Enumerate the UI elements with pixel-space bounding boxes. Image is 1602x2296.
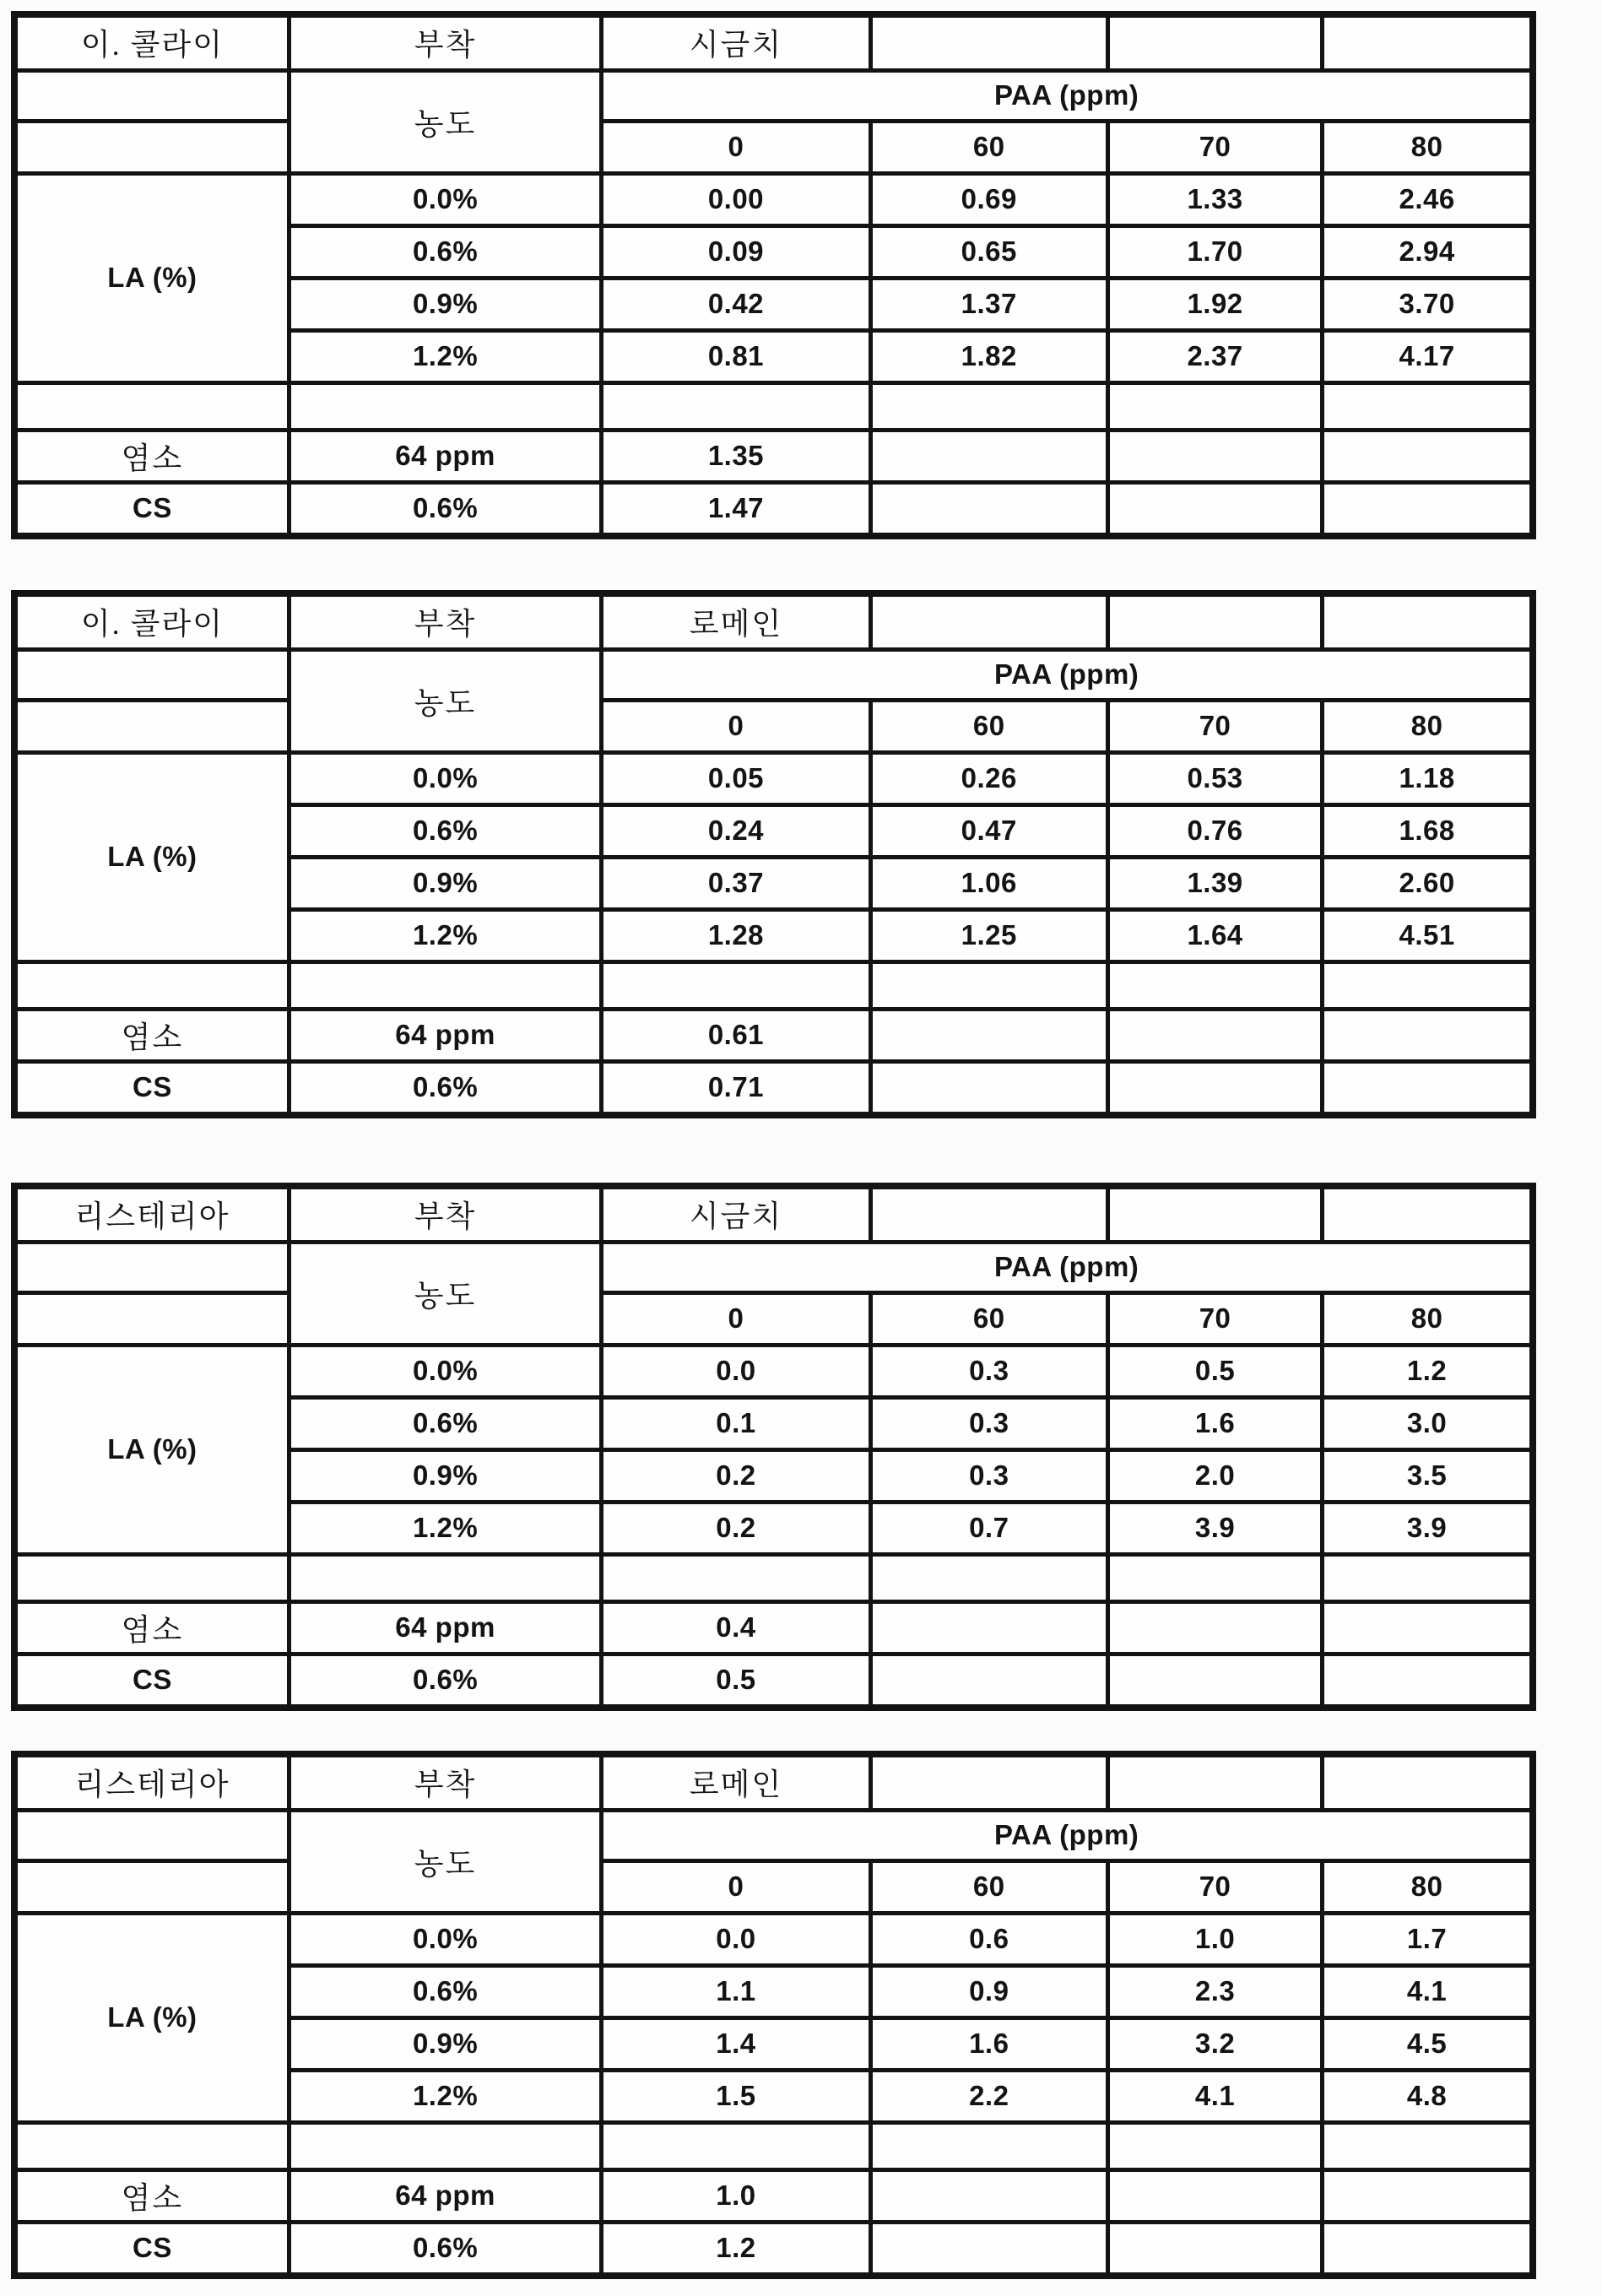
paa-level-cell: 0 <box>602 121 870 173</box>
table-header-row <box>14 1754 1533 1810</box>
value-cell: 0.53 <box>1107 752 1322 804</box>
value-cell: 0.26 <box>870 752 1107 804</box>
la-level-cell: 0.6% <box>289 804 601 857</box>
data-row <box>14 1345 1533 1397</box>
cs-row <box>14 2222 1533 2276</box>
value-cell: 1.39 <box>1107 857 1322 909</box>
spacer-row <box>14 2122 1533 2169</box>
value-cell: 1.18 <box>1323 752 1533 804</box>
cs-label-cell: CS <box>14 1061 289 1115</box>
spacer-cell <box>14 1554 289 1601</box>
value-cell: 0.3 <box>870 1397 1107 1449</box>
chlorine-label-cell: 염소 <box>14 1601 289 1654</box>
vegetable-cell: 로메인 <box>602 593 870 649</box>
paa-levels-row <box>14 700 1533 752</box>
chlorine-value-cell: 0.61 <box>602 1009 870 1061</box>
value-cell: 1.92 <box>1107 278 1322 330</box>
attach-label-cell: 부착 <box>289 593 601 649</box>
blank-cell <box>1107 1654 1322 1708</box>
paa-levels-row <box>14 1292 1533 1345</box>
spacer-cell <box>602 1554 870 1601</box>
spacer-cell <box>1323 1554 1533 1601</box>
paa-header-cell: PAA (ppm) <box>602 649 1533 700</box>
attach-label-cell: 부착 <box>289 14 601 70</box>
value-cell: 0.76 <box>1107 804 1322 857</box>
spacer-cell <box>1323 2122 1533 2169</box>
la-level-cell: 0.9% <box>289 857 601 909</box>
blank-cell <box>870 2169 1107 2222</box>
paa-level-cell: 70 <box>1107 700 1322 752</box>
table-header-row <box>14 593 1533 649</box>
paa-level-cell: 60 <box>870 700 1107 752</box>
left-blank-cell <box>14 1242 289 1292</box>
paa-level-cell: 80 <box>1323 1860 1533 1913</box>
blank-cell <box>1107 2222 1322 2276</box>
ecoli-romaine-table <box>11 590 1536 1118</box>
chlorine-conc-cell: 64 ppm <box>289 1601 601 1654</box>
blank-cell <box>870 1601 1107 1654</box>
blank-cell <box>1107 482 1322 536</box>
value-cell: 2.3 <box>1107 1965 1322 2017</box>
cs-value-cell: 0.5 <box>602 1654 870 1708</box>
spacer-row <box>14 1554 1533 1601</box>
value-cell: 3.5 <box>1323 1449 1533 1502</box>
data-row <box>14 1913 1533 1965</box>
paa-header-row <box>14 1810 1533 1860</box>
la-level-cell: 1.2% <box>289 909 601 961</box>
value-cell: 1.7 <box>1323 1913 1533 1965</box>
blank-cell <box>1323 1009 1533 1061</box>
chlorine-row <box>14 1601 1533 1654</box>
blank-cell <box>1107 1061 1322 1115</box>
paa-header-row <box>14 649 1533 700</box>
value-cell: 1.25 <box>870 909 1107 961</box>
value-cell: 4.17 <box>1323 330 1533 382</box>
value-cell: 0.42 <box>602 278 870 330</box>
table-header-row <box>14 1186 1533 1242</box>
data-row <box>14 173 1533 225</box>
paa-header-cell: PAA (ppm) <box>602 70 1533 121</box>
blank-cell <box>870 1061 1107 1115</box>
la-level-cell: 1.2% <box>289 330 601 382</box>
blank-cell <box>870 1009 1107 1061</box>
spacer-cell <box>1323 961 1533 1009</box>
spacer-cell <box>1107 1554 1322 1601</box>
left-blank-cell <box>14 1860 289 1913</box>
value-cell: 2.46 <box>1323 173 1533 225</box>
ecoli-spinach-table <box>11 11 1536 539</box>
value-cell: 2.0 <box>1107 1449 1322 1502</box>
table-header-row <box>14 14 1533 70</box>
left-blank-cell <box>14 121 289 173</box>
spacer-cell <box>1107 961 1322 1009</box>
la-level-cell: 1.2% <box>289 1502 601 1554</box>
cs-value-cell: 0.71 <box>602 1061 870 1115</box>
value-cell: 0.24 <box>602 804 870 857</box>
la-level-cell: 0.9% <box>289 2017 601 2070</box>
value-cell: 1.0 <box>1107 1913 1322 1965</box>
value-cell: 2.94 <box>1323 225 1533 278</box>
value-cell: 0.37 <box>602 857 870 909</box>
header-blank-cell <box>1323 1754 1533 1810</box>
la-label-cell: LA (%) <box>14 173 289 382</box>
value-cell: 0.69 <box>870 173 1107 225</box>
paa-level-cell: 80 <box>1323 121 1533 173</box>
paa-header-row <box>14 1242 1533 1292</box>
attach-label-cell: 부착 <box>289 1186 601 1242</box>
value-cell: 0.6 <box>870 1913 1107 1965</box>
spacer-cell <box>1107 2122 1322 2169</box>
spacer-cell <box>870 1554 1107 1601</box>
paa-level-cell: 0 <box>602 700 870 752</box>
chlorine-value-cell: 1.35 <box>602 430 870 482</box>
value-cell: 0.81 <box>602 330 870 382</box>
paa-header-cell: PAA (ppm) <box>602 1242 1533 1292</box>
left-blank-cell <box>14 649 289 700</box>
paa-level-cell: 70 <box>1107 1860 1322 1913</box>
chlorine-label-cell: 염소 <box>14 1009 289 1061</box>
header-blank-cell <box>1323 1186 1533 1242</box>
header-blank-cell <box>1107 593 1322 649</box>
chlorine-value-cell: 1.0 <box>602 2169 870 2222</box>
cs-conc-cell: 0.6% <box>289 1061 601 1115</box>
blank-cell <box>1323 1654 1533 1708</box>
la-level-cell: 0.9% <box>289 1449 601 1502</box>
value-cell: 1.70 <box>1107 225 1322 278</box>
value-cell: 4.51 <box>1323 909 1533 961</box>
cs-label-cell: CS <box>14 2222 289 2276</box>
cs-value-cell: 1.47 <box>602 482 870 536</box>
paa-level-cell: 60 <box>870 1292 1107 1345</box>
paa-header-cell: PAA (ppm) <box>602 1810 1533 1860</box>
spacer-cell <box>602 961 870 1009</box>
la-label-cell: LA (%) <box>14 1913 289 2122</box>
value-cell: 1.2 <box>1323 1345 1533 1397</box>
spacer-cell <box>870 382 1107 430</box>
value-cell: 1.82 <box>870 330 1107 382</box>
chlorine-conc-cell: 64 ppm <box>289 430 601 482</box>
value-cell: 1.1 <box>602 1965 870 2017</box>
value-cell: 3.9 <box>1107 1502 1322 1554</box>
blank-cell <box>1107 430 1322 482</box>
blank-cell <box>870 1654 1107 1708</box>
chlorine-label-cell: 염소 <box>14 2169 289 2222</box>
la-level-cell: 0.0% <box>289 752 601 804</box>
blank-cell <box>870 2222 1107 2276</box>
la-level-cell: 0.6% <box>289 1965 601 2017</box>
paa-level-cell: 70 <box>1107 121 1322 173</box>
spacer-cell <box>602 2122 870 2169</box>
header-blank-cell <box>870 1754 1107 1810</box>
paa-level-cell: 70 <box>1107 1292 1322 1345</box>
spacer-cell <box>14 961 289 1009</box>
value-cell: 0.2 <box>602 1449 870 1502</box>
value-cell: 4.5 <box>1323 2017 1533 2070</box>
value-cell: 1.5 <box>602 2070 870 2122</box>
value-cell: 1.4 <box>602 2017 870 2070</box>
organism-cell: 이. 콜라이 <box>14 593 289 649</box>
vegetable-cell: 로메인 <box>602 1754 870 1810</box>
value-cell: 2.37 <box>1107 330 1322 382</box>
la-level-cell: 0.6% <box>289 1397 601 1449</box>
value-cell: 4.8 <box>1323 2070 1533 2122</box>
header-blank-cell <box>1107 14 1322 70</box>
value-cell: 1.6 <box>870 2017 1107 2070</box>
organism-cell: 리스테리아 <box>14 1754 289 1810</box>
cs-conc-cell: 0.6% <box>289 482 601 536</box>
spacer-cell <box>289 2122 601 2169</box>
paa-level-cell: 80 <box>1323 700 1533 752</box>
value-cell: 1.33 <box>1107 173 1322 225</box>
paa-levels-row <box>14 1860 1533 1913</box>
header-blank-cell <box>870 14 1107 70</box>
blank-cell <box>870 430 1107 482</box>
cs-value-cell: 1.2 <box>602 2222 870 2276</box>
paa-levels-row <box>14 121 1533 173</box>
cs-label-cell: CS <box>14 482 289 536</box>
value-cell: 1.28 <box>602 909 870 961</box>
spacer-cell <box>289 382 601 430</box>
header-blank-cell <box>1323 14 1533 70</box>
vegetable-cell: 시금치 <box>602 1186 870 1242</box>
chlorine-value-cell: 0.4 <box>602 1601 870 1654</box>
blank-cell <box>1323 2169 1533 2222</box>
value-cell: 0.3 <box>870 1345 1107 1397</box>
value-cell: 1.06 <box>870 857 1107 909</box>
left-blank-cell <box>14 700 289 752</box>
spacer-cell <box>1323 382 1533 430</box>
left-blank-cell <box>14 70 289 121</box>
value-cell: 0.0 <box>602 1913 870 1965</box>
cs-row <box>14 1654 1533 1708</box>
value-cell: 1.6 <box>1107 1397 1322 1449</box>
la-level-cell: 0.0% <box>289 1913 601 1965</box>
la-level-cell: 0.0% <box>289 173 601 225</box>
cs-label-cell: CS <box>14 1654 289 1708</box>
chlorine-label-cell: 염소 <box>14 430 289 482</box>
blank-cell <box>1323 1601 1533 1654</box>
value-cell: 0.0 <box>602 1345 870 1397</box>
spacer-cell <box>289 961 601 1009</box>
concentration-label-cell: 농도 <box>289 1242 601 1345</box>
la-level-cell: 0.6% <box>289 225 601 278</box>
data-row <box>14 752 1533 804</box>
value-cell: 3.70 <box>1323 278 1533 330</box>
value-cell: 2.2 <box>870 2070 1107 2122</box>
la-level-cell: 0.9% <box>289 278 601 330</box>
spacer-cell <box>602 382 870 430</box>
value-cell: 0.05 <box>602 752 870 804</box>
value-cell: 0.5 <box>1107 1345 1322 1397</box>
blank-cell <box>1323 2222 1533 2276</box>
la-level-cell: 0.0% <box>289 1345 601 1397</box>
value-cell: 1.37 <box>870 278 1107 330</box>
organism-cell: 이. 콜라이 <box>14 14 289 70</box>
blank-cell <box>1107 1601 1322 1654</box>
value-cell: 3.0 <box>1323 1397 1533 1449</box>
listeria-spinach-table <box>11 1183 1536 1711</box>
blank-cell <box>870 482 1107 536</box>
header-blank-cell <box>1323 593 1533 649</box>
value-cell: 1.68 <box>1323 804 1533 857</box>
chlorine-row <box>14 1009 1533 1061</box>
value-cell: 4.1 <box>1323 1965 1533 2017</box>
spacer-cell <box>870 961 1107 1009</box>
spacer-row <box>14 961 1533 1009</box>
chlorine-conc-cell: 64 ppm <box>289 1009 601 1061</box>
value-cell: 0.3 <box>870 1449 1107 1502</box>
value-cell: 3.2 <box>1107 2017 1322 2070</box>
organism-cell: 리스테리아 <box>14 1186 289 1242</box>
vegetable-cell: 시금치 <box>602 14 870 70</box>
blank-cell <box>1107 2169 1322 2222</box>
paa-level-cell: 0 <box>602 1860 870 1913</box>
value-cell: 1.64 <box>1107 909 1322 961</box>
value-cell: 0.1 <box>602 1397 870 1449</box>
value-cell: 0.2 <box>602 1502 870 1554</box>
left-blank-cell <box>14 1292 289 1345</box>
paa-level-cell: 60 <box>870 121 1107 173</box>
paa-level-cell: 80 <box>1323 1292 1533 1345</box>
header-blank-cell <box>1107 1186 1322 1242</box>
concentration-label-cell: 농도 <box>289 1810 601 1913</box>
spacer-cell <box>289 1554 601 1601</box>
blank-cell <box>1323 1061 1533 1115</box>
value-cell: 3.9 <box>1323 1502 1533 1554</box>
chlorine-conc-cell: 64 ppm <box>289 2169 601 2222</box>
chlorine-row <box>14 2169 1533 2222</box>
la-level-cell: 1.2% <box>289 2070 601 2122</box>
spacer-cell <box>14 382 289 430</box>
spacer-row <box>14 382 1533 430</box>
blank-cell <box>1323 482 1533 536</box>
concentration-label-cell: 농도 <box>289 649 601 752</box>
header-blank-cell <box>1107 1754 1322 1810</box>
spacer-cell <box>14 2122 289 2169</box>
header-blank-cell <box>870 593 1107 649</box>
value-cell: 0.65 <box>870 225 1107 278</box>
value-cell: 0.00 <box>602 173 870 225</box>
spacer-cell <box>1107 382 1322 430</box>
chlorine-row <box>14 430 1533 482</box>
blank-cell <box>1323 430 1533 482</box>
cs-row <box>14 1061 1533 1115</box>
cs-conc-cell: 0.6% <box>289 2222 601 2276</box>
paa-level-cell: 60 <box>870 1860 1107 1913</box>
listeria-romaine-table <box>11 1751 1536 2279</box>
concentration-label-cell: 농도 <box>289 70 601 173</box>
la-label-cell: LA (%) <box>14 1345 289 1554</box>
cs-row <box>14 482 1533 536</box>
value-cell: 0.09 <box>602 225 870 278</box>
blank-cell <box>1107 1009 1322 1061</box>
paa-header-row <box>14 70 1533 121</box>
value-cell: 4.1 <box>1107 2070 1322 2122</box>
value-cell: 2.60 <box>1323 857 1533 909</box>
attach-label-cell: 부착 <box>289 1754 601 1810</box>
header-blank-cell <box>870 1186 1107 1242</box>
cs-conc-cell: 0.6% <box>289 1654 601 1708</box>
paa-level-cell: 0 <box>602 1292 870 1345</box>
value-cell: 0.9 <box>870 1965 1107 2017</box>
left-blank-cell <box>14 1810 289 1860</box>
spacer-cell <box>870 2122 1107 2169</box>
value-cell: 0.47 <box>870 804 1107 857</box>
la-label-cell: LA (%) <box>14 752 289 961</box>
value-cell: 0.7 <box>870 1502 1107 1554</box>
